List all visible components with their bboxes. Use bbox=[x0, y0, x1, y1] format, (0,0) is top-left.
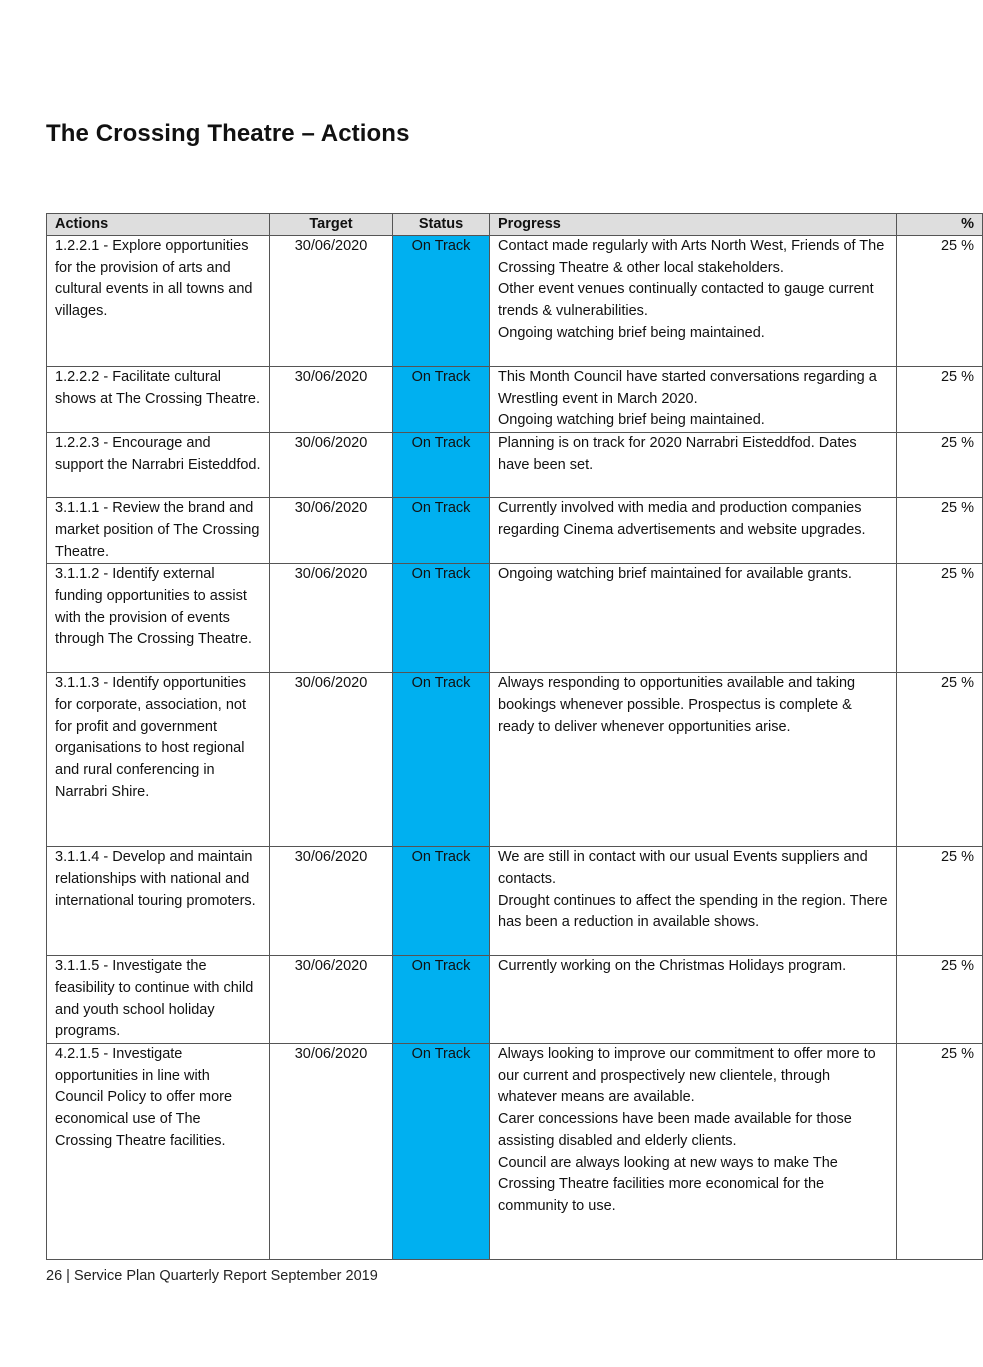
action-cell: 3.1.1.1 - Review the brand and market position of The Crossing Theatre. bbox=[47, 498, 270, 564]
progress-line: This Month Council have started conversations regarding a Wrestling event in March 2020. bbox=[498, 369, 877, 407]
target-cell: 30/06/2020 bbox=[270, 433, 393, 498]
table-row bbox=[47, 498, 983, 564]
progress-line: Planning is on track for 2020 Narrabri Eisteddfod. Dates have been set. bbox=[498, 435, 857, 473]
progress-line: Other event venues continually contacted to gauge current trends & vulnerabilities. bbox=[498, 281, 874, 320]
target-cell: 30/06/2020 bbox=[270, 498, 393, 564]
table-header bbox=[47, 214, 983, 236]
progress-line: Drought continues to affect the spending in the region. There has been a reduction in available shows. bbox=[498, 892, 888, 931]
progress-cell bbox=[490, 673, 897, 847]
table-row bbox=[47, 564, 983, 673]
status-cell: On Track bbox=[393, 433, 490, 498]
table-row bbox=[47, 236, 983, 367]
status-cell: On Track bbox=[393, 956, 490, 1044]
status-cell: On Track bbox=[393, 236, 490, 367]
progress-line: Ongoing watching brief being maintained. bbox=[498, 412, 765, 429]
status-cell: On Track bbox=[393, 1044, 490, 1260]
action-cell: 3.1.1.2 - Identify external funding opportunities to assist with the provision of events through The Crossing Theatre. bbox=[47, 564, 270, 673]
progress-cell bbox=[490, 956, 897, 1044]
percent-cell: 25 % bbox=[897, 564, 983, 673]
progress-cell bbox=[490, 1044, 897, 1260]
progress-line: Carer concessions have been made available for those assisting disabled and elderly clients. bbox=[498, 1111, 852, 1149]
progress-line: We are still in contact with our usual Events suppliers and contacts. bbox=[498, 849, 868, 887]
percent-cell: 25 % bbox=[897, 433, 983, 498]
status-cell: On Track bbox=[393, 673, 490, 847]
progress-line: Ongoing watching brief being maintained. bbox=[498, 324, 765, 341]
progress-cell bbox=[490, 367, 897, 433]
header-status: Status bbox=[393, 214, 490, 236]
progress-line: Ongoing watching brief maintained for available grants. bbox=[498, 566, 852, 583]
percent-cell: 25 % bbox=[897, 847, 983, 956]
table-row bbox=[47, 673, 983, 847]
status-cell: On Track bbox=[393, 564, 490, 673]
target-cell: 30/06/2020 bbox=[270, 673, 393, 847]
action-cell: 1.2.2.2 - Facilitate cultural shows at The Crossing Theatre. bbox=[47, 367, 270, 433]
progress-line: Always looking to improve our commitment to offer more to our current and prospectively new clientele, through whatever means are available. bbox=[498, 1046, 876, 1106]
action-cell: 3.1.1.4 - Develop and maintain relationships with national and international touring promoters. bbox=[47, 847, 270, 956]
progress-line: Currently working on the Christmas Holidays program. bbox=[498, 958, 847, 975]
status-cell: On Track bbox=[393, 367, 490, 433]
page-footer: 26 | Service Plan Quarterly Report September 2019 bbox=[46, 1268, 378, 1284]
status-cell: On Track bbox=[393, 498, 490, 564]
percent-cell: 25 % bbox=[897, 956, 983, 1044]
percent-cell: 25 % bbox=[897, 1044, 983, 1260]
progress-line: Council are always looking at new ways to make The Crossing Theatre facilities more economical for the community to use. bbox=[498, 1154, 838, 1214]
target-cell: 30/06/2020 bbox=[270, 1044, 393, 1260]
progress-line: Always responding to opportunities available and taking bookings whenever possible. Prospectus is complete & ready to deliver whenever opportunities arise. bbox=[498, 675, 856, 735]
percent-cell: 25 % bbox=[897, 498, 983, 564]
action-cell: 4.2.1.5 - Investigate opportunities in line with Council Policy to offer more economical use of The Crossing Theatre facilities. bbox=[47, 1044, 270, 1260]
action-cell: 3.1.1.3 - Identify opportunities for corporate, association, not for profit and government organisations to host regional and rural conferencing in Narrabri Shire. bbox=[47, 673, 270, 847]
percent-cell: 25 % bbox=[897, 367, 983, 433]
table-row bbox=[47, 956, 983, 1044]
action-cell: 1.2.2.3 - Encourage and support the Narrabri Eisteddfod. bbox=[47, 433, 270, 498]
action-cell: 1.2.2.1 - Explore opportunities for the provision of arts and cultural events in all towns and villages. bbox=[47, 236, 270, 367]
progress-line: Currently involved with media and production companies regarding Cinema advertisements and website upgrades. bbox=[498, 500, 866, 538]
header-actions: Actions bbox=[47, 214, 270, 236]
table-row bbox=[47, 367, 983, 433]
table-row bbox=[47, 433, 983, 498]
progress-cell bbox=[490, 847, 897, 956]
progress-cell bbox=[490, 564, 897, 673]
page-title: The Crossing Theatre – Actions bbox=[46, 120, 410, 147]
progress-cell bbox=[490, 433, 897, 498]
target-cell: 30/06/2020 bbox=[270, 367, 393, 433]
target-cell: 30/06/2020 bbox=[270, 847, 393, 956]
percent-cell: 25 % bbox=[897, 673, 983, 847]
table-body bbox=[47, 236, 983, 1260]
progress-line: Contact made regularly with Arts North West, Friends of The Crossing Theatre & other local stakeholders. bbox=[498, 238, 885, 276]
table-row bbox=[47, 1044, 983, 1260]
header-target: Target bbox=[270, 214, 393, 236]
target-cell: 30/06/2020 bbox=[270, 564, 393, 673]
progress-cell bbox=[490, 236, 897, 367]
status-cell: On Track bbox=[393, 847, 490, 956]
target-cell: 30/06/2020 bbox=[270, 956, 393, 1044]
action-cell: 3.1.1.5 - Investigate the feasibility to continue with child and youth school holiday programs. bbox=[47, 956, 270, 1044]
header-row bbox=[47, 214, 983, 236]
progress-cell bbox=[490, 498, 897, 564]
target-cell: 30/06/2020 bbox=[270, 236, 393, 367]
header-progress: Progress bbox=[490, 214, 897, 236]
header-percent: % bbox=[897, 214, 983, 236]
table-row bbox=[47, 847, 983, 956]
percent-cell: 25 % bbox=[897, 236, 983, 367]
actions-table bbox=[46, 213, 983, 1260]
